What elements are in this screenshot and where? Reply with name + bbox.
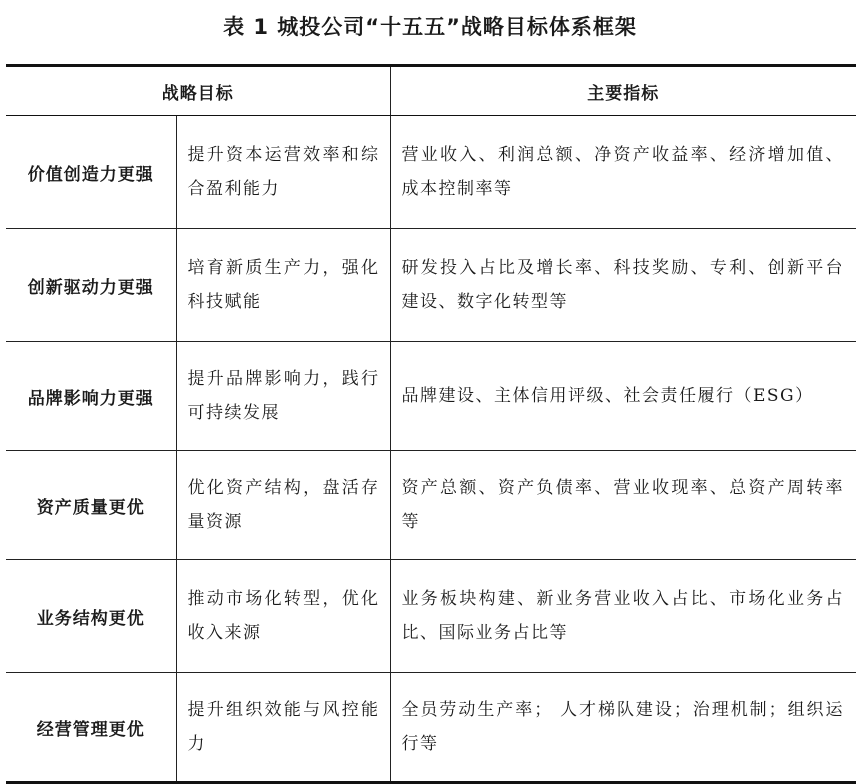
goal-cell: 创新驱动力更强 — [6, 229, 176, 342]
description-cell: 推动市场化转型，优化收入来源 — [176, 560, 390, 673]
goal-cell: 业务结构更优 — [6, 560, 176, 673]
description-cell: 提升品牌影响力，践行可持续发展 — [176, 342, 390, 451]
table-row — [6, 116, 856, 229]
description-cell: 培育新质生产力，强化科技赋能 — [176, 229, 390, 342]
goal-cell: 经营管理更优 — [6, 673, 176, 783]
table-row — [6, 560, 856, 673]
table-row — [6, 342, 856, 451]
goal-cell: 品牌影响力更强 — [6, 342, 176, 451]
goal-cell: 资产质量更优 — [6, 451, 176, 560]
table-title: 表 1 城投公司“十五五”战略目标体系框架 — [223, 15, 637, 39]
indicators-cell: 研发投入占比及增长率、科技奖励、专利、创新平台建设、数字化转型等 — [390, 229, 856, 342]
indicators-cell: 营业收入、利润总额、净资产收益率、经济增加值、成本控制率等 — [390, 116, 856, 229]
table-row — [6, 451, 856, 560]
description-cell: 提升组织效能与风控能力 — [176, 673, 390, 783]
indicators-cell: 全员劳动生产率； 人才梯队建设；治理机制；组织运行等 — [390, 673, 856, 783]
header-strategic-goal: 战略目标 — [6, 66, 390, 116]
indicators-cell: 品牌建设、主体信用评级、社会责任履行（ESG） — [390, 342, 856, 451]
description-cell: 提升资本运营效率和综合盈利能力 — [176, 116, 390, 229]
table-row — [6, 229, 856, 342]
indicators-cell: 业务板块构建、新业务营业收入占比、市场化业务占比、国际业务占比等 — [390, 560, 856, 673]
goal-cell: 价值创造力更强 — [6, 116, 176, 229]
header-main-indicators: 主要指标 — [390, 66, 856, 116]
indicators-cell: 资产总额、资产负债率、营业收现率、总资产周转率等 — [390, 451, 856, 560]
table-header-row — [6, 66, 856, 116]
strategy-framework-table — [6, 64, 856, 784]
description-cell: 优化资产结构，盘活存量资源 — [176, 451, 390, 560]
table-row — [6, 673, 856, 783]
